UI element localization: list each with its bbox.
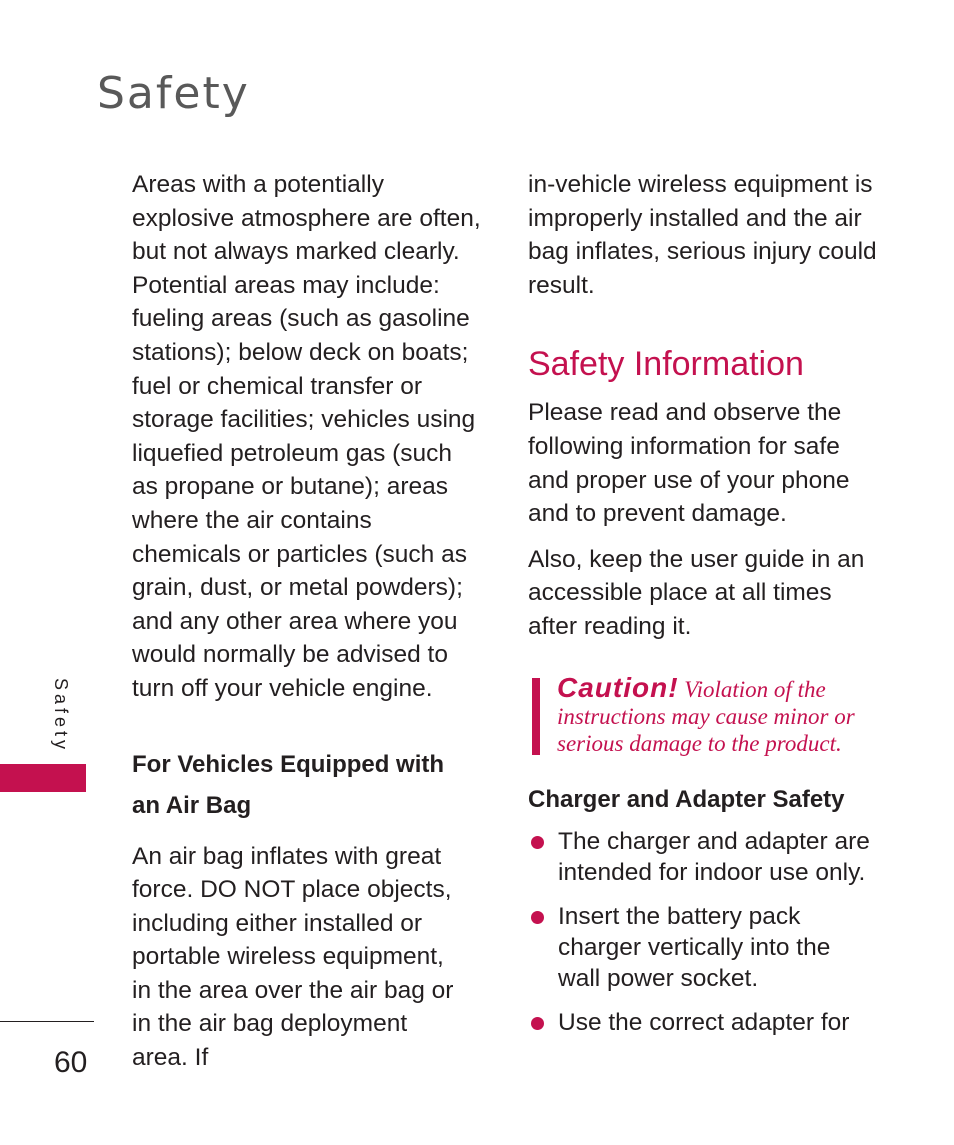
subheading-charger: Charger and Adapter Safety [528, 785, 845, 813]
list-item [528, 826, 878, 888]
caution-note [528, 671, 878, 757]
body-paragraph: An air bag inflates with great force. DO NOT place objects, including either installed or portable wireless equipment, in the area over the air bag or in the air bag deployment area. If [132, 842, 454, 1072]
subheading-air-bag: For Vehicles Equipped with an Air Bag [132, 750, 445, 819]
right-column [528, 168, 878, 1051]
bullet-icon [531, 1017, 544, 1030]
body-paragraph: Also, keep the user guide in an accessible place at all times after reading it. [528, 545, 865, 640]
list-item-text: Insert the battery pack charger vertically into the wall power socket. [558, 902, 831, 992]
footer-divider [0, 1021, 94, 1022]
left-column [132, 168, 482, 1075]
body-paragraph: Areas with a potentially explosive atmosphere are often, but not always marked clearly. Potential areas may include: fueling areas (such as gasoline stations); below deck on boats; fuel or chemical transfer or storage facilities; vehicles using liquefied petroleum gas (such as propane or butane); areas where the air contains chemicals or particles (such as grain, dust, or metal powders); and any other area where you would normally be advised to turn off your vehicle engine. [132, 171, 481, 702]
list-item-text: The charger and adapter are intended for indoor use only. [558, 827, 870, 886]
page-number: 60 [54, 1046, 88, 1079]
bullet-list [528, 826, 878, 1038]
continuation-paragraph: in-vehicle wireless equipment is improperly installed and the air bag inflates, serious injury could result. [528, 171, 877, 299]
section-tab-marker [0, 764, 86, 792]
caution-bar [532, 678, 540, 755]
page-title: Safety [97, 68, 250, 119]
list-item [528, 901, 878, 994]
section-title: Safety Information [528, 345, 804, 384]
caution-text: Violation of the instructions may cause minor or serious damage to the product. [557, 676, 855, 756]
bullet-icon [531, 836, 544, 849]
caution-label: Caution! [557, 671, 679, 703]
bullet-icon [531, 911, 544, 924]
body-paragraph: Please read and observe the following information for safe and proper use of your phone and to prevent damage. [528, 399, 850, 528]
list-item-text: Use the correct adapter for [558, 1008, 850, 1036]
list-item [528, 1007, 878, 1038]
sidebar-section-label: Safety [51, 678, 71, 754]
